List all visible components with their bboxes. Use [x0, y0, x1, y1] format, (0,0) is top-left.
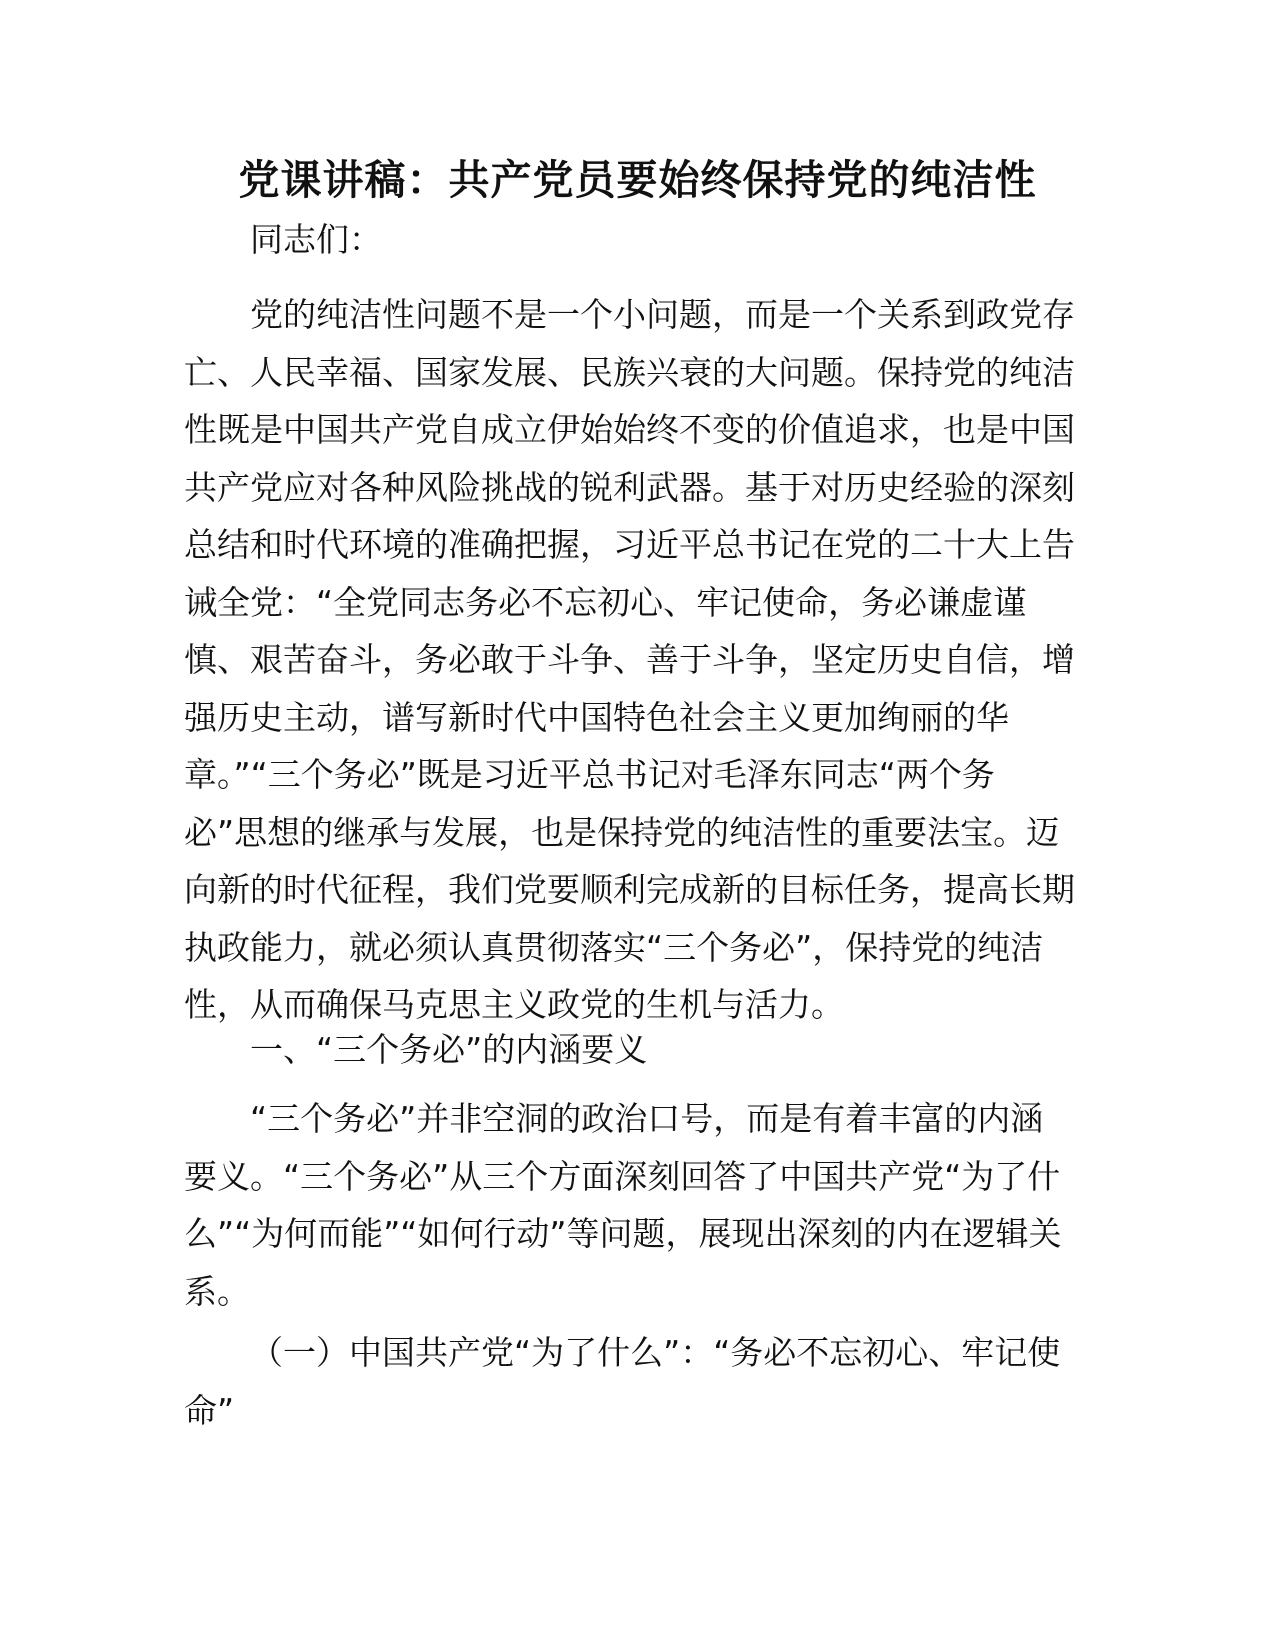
paragraph-line: 慎、艰苦奋斗，务必敢于斗争、善于斗争，坚定历史自信，增 — [184, 640, 1075, 679]
salutation — [184, 211, 1086, 269]
paragraph-line: 执政能力，就必须认真贯彻落实“三个务必”，保持党的纯洁 — [184, 927, 1044, 967]
section-heading-1 — [184, 1021, 1086, 1079]
paragraph-line: 诫全党：“全党同志务必不忘初心、牢记使命，务必谦虚谨 — [184, 582, 1027, 622]
paragraph-line: 总结和时代环境的准确把握，习近平总书记在党的二十大上告 — [184, 525, 1075, 564]
document-title: 党课讲稿：共产党员要始终保持党的纯洁性 — [238, 156, 1037, 204]
paragraph-meaning — [184, 1090, 1086, 1320]
paragraph-line: 系。 — [184, 1271, 250, 1311]
heading-text: 一、“三个务必”的内涵要义 — [250, 1030, 648, 1069]
salutation-text: 同志们： — [250, 220, 382, 259]
paragraph-line: 性，从而确保马克思主义政党的生机与活力。 — [184, 985, 844, 1024]
paragraph-line: 向新的时代征程，我们党要顺利完成新的目标任务，提高长期 — [184, 870, 1075, 909]
paragraph-intro — [184, 286, 1086, 1034]
subsection-heading-1 — [184, 1324, 1086, 1439]
paragraph-line: 章。”“三个务必”既是习近平总书记对毛泽东同志“两个务 — [184, 755, 995, 794]
paragraph-line: 性既是中国共产党自成立伊始始终不变的价值追求，也是中国 — [184, 410, 1075, 449]
subheading-line: （一）中国共产党“为了什么”：“务必不忘初心、牢记使 — [250, 1333, 1061, 1372]
subheading-line: 命” — [184, 1390, 235, 1430]
paragraph-line: 党的纯洁性问题不是一个小问题，而是一个关系到政党存 — [250, 295, 1075, 334]
paragraph-line: 强历史主动，谱写新时代中国特色社会主义更加绚丽的华 — [184, 697, 1009, 737]
paragraph-line: 么”“为何而能”“如何行动”等问题，展现出深刻的内在逻辑关 — [184, 1214, 1062, 1253]
paragraph-line: 共产党应对各种风险挑战的锐利武器。基于对历史经验的深刻 — [184, 467, 1075, 507]
paragraph-line: 必”思想的继承与发展，也是保持党的纯洁性的重要法宝。迈 — [184, 812, 1060, 852]
paragraph-line: 亡、人民幸福、国家发展、民族兴衰的大问题。保持党的纯洁 — [184, 352, 1075, 392]
paragraph-line: “三个务必”并非空洞的政治口号，而是有着丰富的内涵 — [250, 1099, 1044, 1138]
paragraph-line: 要义。“三个务必”从三个方面深刻回答了中国共产党“为了什 — [184, 1156, 1061, 1196]
